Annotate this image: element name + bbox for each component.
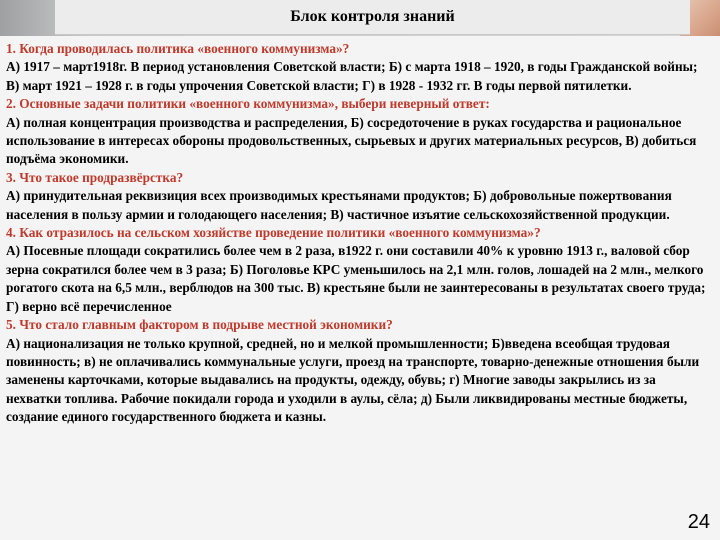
answer-5: А) национализация не только крупной, средней, но и мелкой промышленности; Б)введена всеобщая трудовая повинность; в) не оплачивались коммунальные услуги, проезд на транспорте, товарно-денежные отношения были заменены карточками, которые выдавались на продукты, одежду, обувь; г) Многие заводы закрылись из за нехватки топлива. Рабочие покидали города и уходили в аулы, сёла; д) Были ликвидированы местные бюджеты, создание единого государственного бюджета и казны. xyxy=(6,335,700,425)
answer-4: А) Посевные площади сократились более чем в 2 раза, в1922 г. они составили 40% к уровню 1913 г., валовой сбор зерна сократился более чем в 3 раза; Б) Поголовье КРС уменьшилось на 2,1 млн. голов, лошадей на 2 млн., мелкого рогатого скота на 6,5 млн., верблюдов на 300 тыс. В) крестьяне были не заинтересованы в результатах своего труда; Г) верно всё перечисленное xyxy=(6,243,706,314)
answer-1: А) 1917 – март1918г. В период установления Советской власти; Б) с марта 1918 – 1920, в годы Гражданской войны; В) март 1921 – 1928 г. в годы упрочения Советской власти; Г) в 1928 - 1932 гг. В годы первой пятилетки. xyxy=(6,59,698,93)
question-3: 3. Что такое продразвёрстка? xyxy=(6,169,184,185)
question-1: 1. Когда проводилась политика «военного коммунизма»? xyxy=(6,41,350,56)
answer-2: А) полная концентрация производства и распределения, Б) сосредоточение в руках государства и рациональное использование в интересах обороны продовольственных, сырьевых и других материальных ресурсов, В) добиться подъёма экономики. xyxy=(6,114,697,167)
quiz-text xyxy=(6,40,710,427)
question-5: 5. Что стало главным фактором в подрыве местной экономики? xyxy=(6,317,393,333)
answer-3: А) принудительная реквизиция всех производимых крестьянами продуктов; Б) добровольные пожертвования населения в пользу армии и голодающего населения; В) частичное изъятие сельскохозяйственной продукции. xyxy=(6,188,672,222)
question-2: 2. Основные задачи политики «военного коммунизма», выбери неверный ответ: xyxy=(6,96,490,112)
page-title: Блок контроля знаний xyxy=(55,0,690,35)
slide-number: 24 xyxy=(687,511,710,533)
question-4: 4. Как отразилось на сельском хозяйстве проведение политики «военного коммунизма»? xyxy=(6,225,541,241)
content-panel xyxy=(0,36,720,540)
